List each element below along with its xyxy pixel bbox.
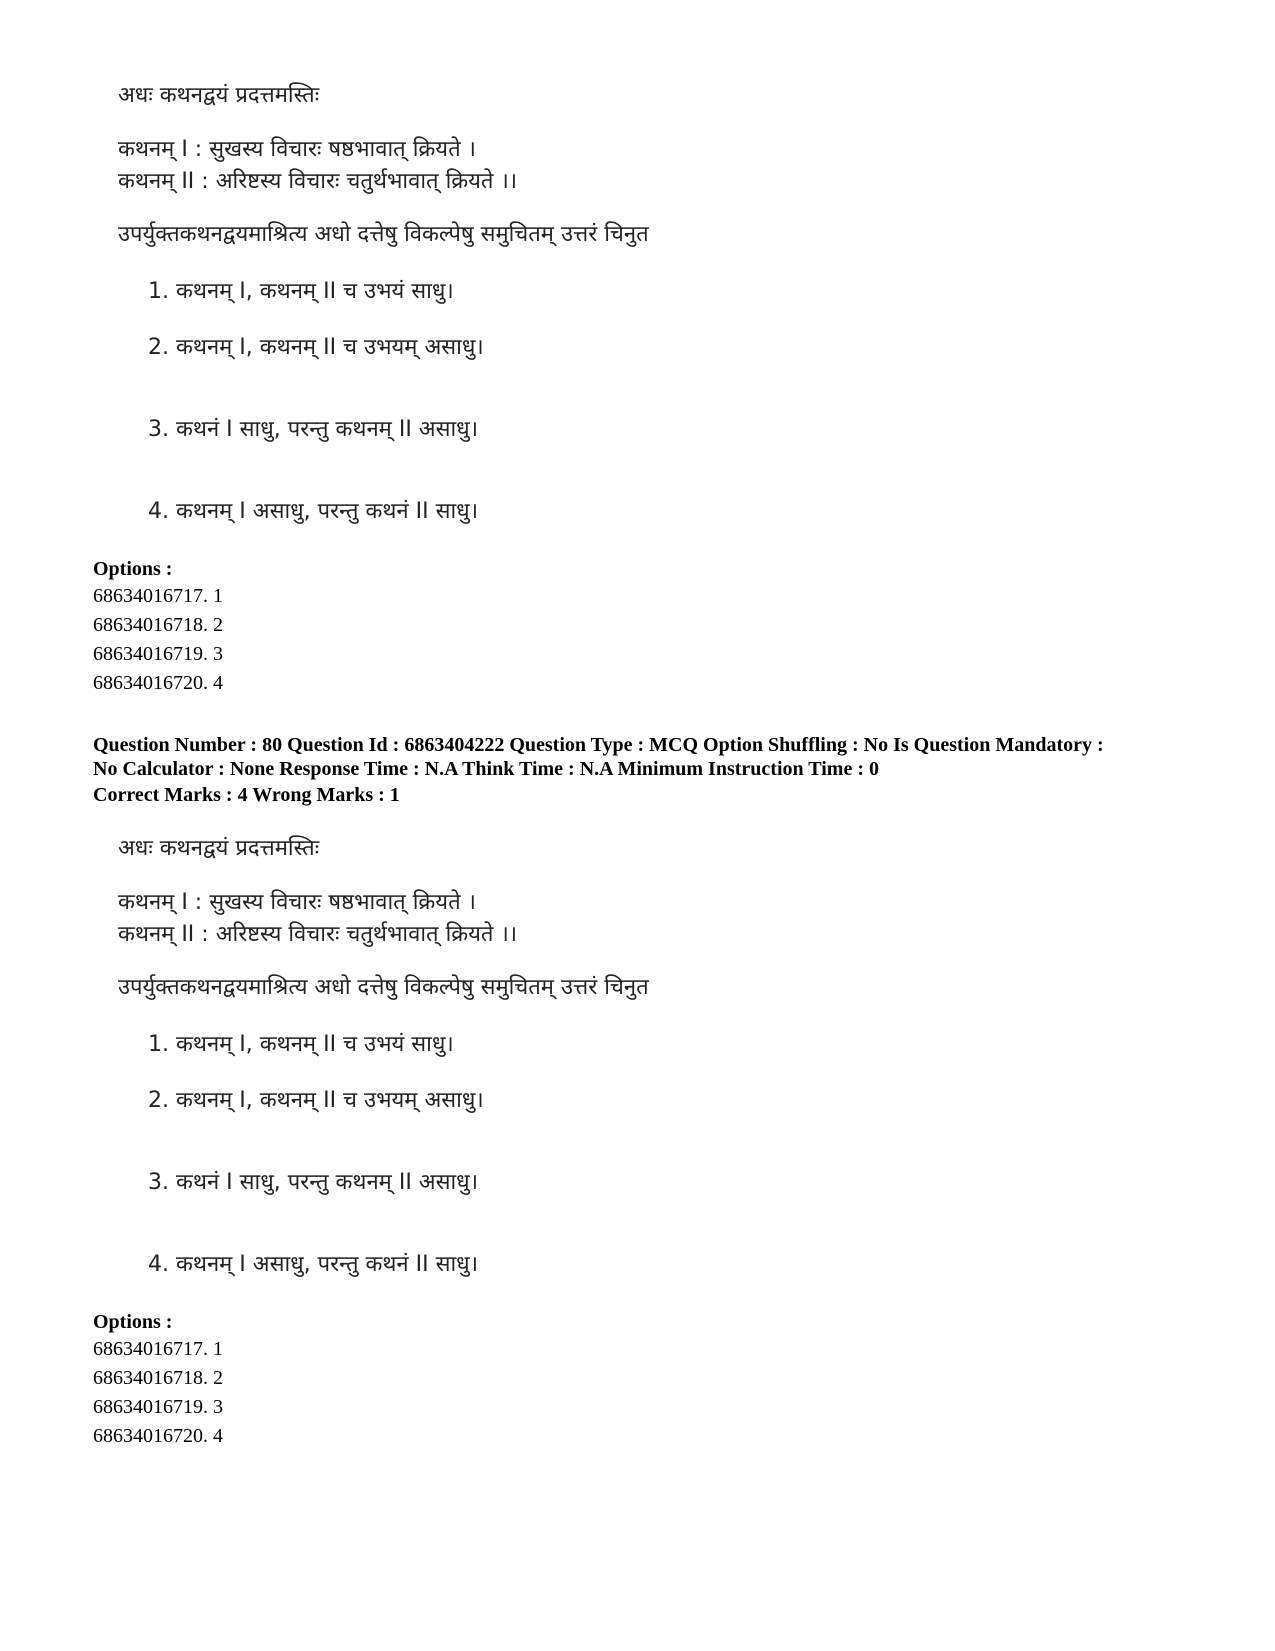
statement-2: कथनम् II : अरिष्टस्य विचारः चतुर्थभावात् क्रियते ।। (118, 169, 518, 194)
choice-3: 3. कथनं I साधु, परन्तु कथनम् II असाधु। (148, 417, 479, 442)
choice-2: 2. कथनम् I, कथनम् II च उभयम् असाधु। (148, 335, 484, 360)
options-label: Options : (93, 1311, 173, 1333)
choice-4: 4. कथनम् I असाधु, परन्तु कथनं II साधु। (148, 1252, 479, 1277)
options-list (93, 1335, 223, 1451)
option-item: 68634016717. 1 (93, 585, 223, 607)
choice-3: 3. कथनं I साधु, परन्तु कथनम् II असाधु। (148, 1170, 479, 1195)
statement-2: कथनम् II : अरिष्टस्य विचारः चतुर्थभावात् क्रियते ।। (118, 922, 518, 947)
option-item: 68634016717. 1 (93, 1338, 223, 1360)
choice-4: 4. कथनम् I असाधु, परन्तु कथनं II साधु। (148, 499, 479, 524)
question-meta (93, 733, 1183, 781)
question-intro: अधः कथनद्वयं प्रदत्तमस्तिः (118, 83, 320, 108)
question-meta-line-1: Question Number : 80 Question Id : 6863404222 Question Type : MCQ Option Shuffling : No Is Question Mandatory : (93, 734, 1104, 756)
option-item: 68634016719. 3 (93, 643, 223, 665)
statement-1: कथनम् I : सुखस्य विचारः षष्ठभावात् क्रियते । (118, 137, 476, 162)
option-item: 68634016718. 2 (93, 1367, 223, 1389)
choice-1: 1. कथनम् I, कथनम् II च उभयं साधु। (148, 1032, 454, 1057)
choice-2: 2. कथनम् I, कथनम् II च उभयम् असाधु। (148, 1088, 484, 1113)
question-image-2 (118, 836, 758, 1296)
options-label: Options : (93, 558, 173, 580)
question-intro: अधः कथनद्वयं प्रदत्तमस्तिः (118, 836, 320, 861)
option-item: 68634016720. 4 (93, 1425, 223, 1447)
question-meta-line-2: No Calculator : None Response Time : N.A Think Time : N.A Minimum Instruction Time : 0 (93, 758, 879, 780)
statement-1: कथनम् I : सुखस्य विचारः षष्ठभावात् क्रियते । (118, 890, 476, 915)
question-marks: Correct Marks : 4 Wrong Marks : 1 (93, 784, 400, 806)
option-item: 68634016720. 4 (93, 672, 223, 694)
option-item: 68634016719. 3 (93, 1396, 223, 1418)
options-list (93, 582, 223, 698)
question-instruction: उपर्युक्तकथनद्वयमाश्रित्य अधो दत्तेषु विकल्पेषु समुचितम् उत्तरं चिनुत (118, 222, 649, 247)
choice-1: 1. कथनम् I, कथनम् II च उभयं साधु। (148, 279, 454, 304)
question-image-1 (118, 83, 758, 543)
option-item: 68634016718. 2 (93, 614, 223, 636)
question-instruction: उपर्युक्तकथनद्वयमाश्रित्य अधो दत्तेषु विकल्पेषु समुचितम् उत्तरं चिनुत (118, 975, 649, 1000)
